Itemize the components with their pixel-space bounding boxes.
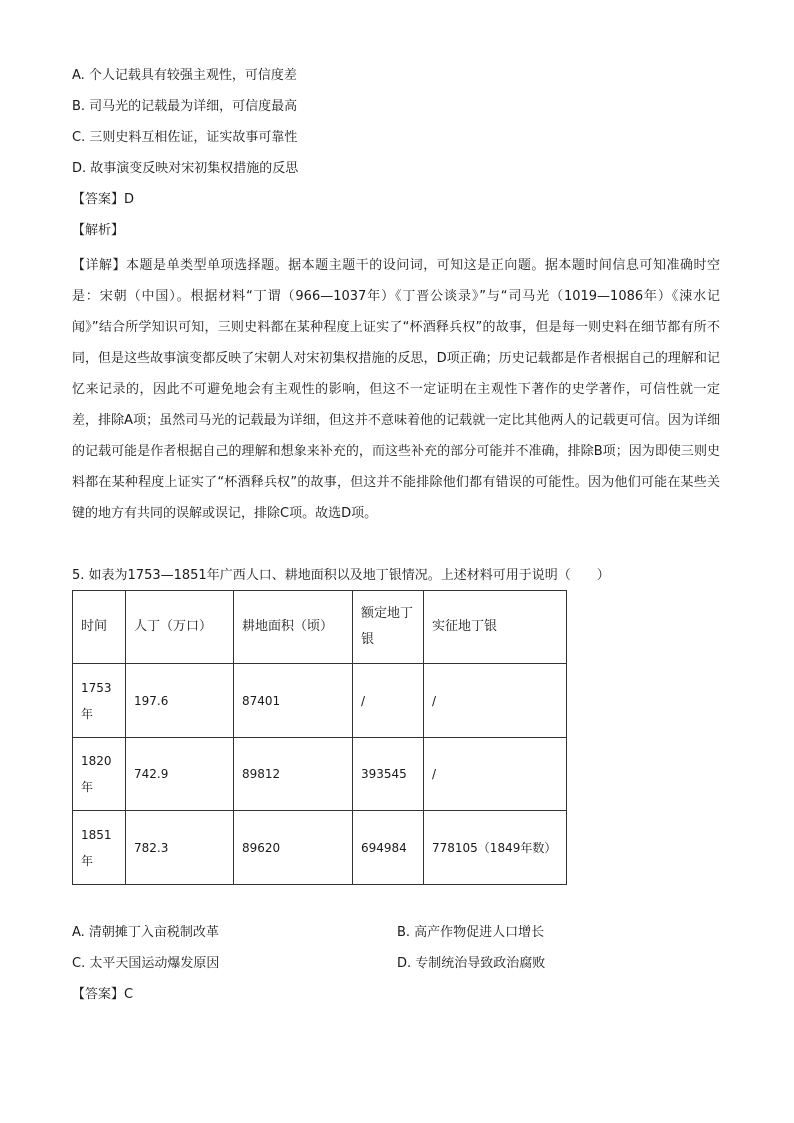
table-cell: / (424, 738, 567, 811)
table-row (73, 738, 567, 811)
q5-answer: 【答案】C (72, 987, 134, 1002)
q4-answer: 【答案】D (72, 192, 135, 207)
table-cell: 87401 (234, 664, 353, 738)
table-header-cell: 实征地丁银 (424, 591, 567, 664)
q5-option-b: B. 高产作物促进人口增长 (397, 925, 545, 940)
table-cell: 89620 (234, 811, 353, 885)
table-cell: 1820年 (73, 738, 126, 811)
q5-option-c: C. 太平天国运动爆发原因 (72, 956, 220, 971)
table-cell: 89812 (234, 738, 353, 811)
table-cell: 1753年 (73, 664, 126, 738)
table-row (73, 664, 567, 738)
table-header-cell: 耕地面积（顷） (234, 591, 353, 664)
table-cell: 197.6 (126, 664, 234, 738)
q4-option-d: D. 故事演变反映对宋初集权措施的反思 (72, 161, 299, 176)
table-cell: 778105（1849年数） (424, 811, 567, 885)
q4-explanation: 【详解】本题是单类型单项选择题。据本题主题干的设问词，可知这是正向题。据本题时间信息可知准确时空是：宋朝（中国）。根据材料“丁谓（966—1037年）《丁晋公谈录》”与“司马光（1019—1086年）《涑水记闻》”结合所学知识可知，三则史料都在某种程度上证实了“杯酒释兵权”的故事，但是每一则史料在细节都有所不同，但是这些故事演变都反映了宋朝人对宋初集权措施的反思，D项正确；历史记载都是作者根据自己的理解和记忆来记录的，因此不可避免地会有主观性的影响，但这不一定证明在主观性下著作的史学著作，可信性就一定差，排除A项；虽然司马光的记载最为详细，但这并不意味着他的记载就一定比其他两人的记载更可信。因为详细的记载可能是作者根据自己的理解和想象来补充的，而这些补充的部分可能并不准确，排除B项；因为即使三则史料都在某种程度上证实了“杯酒释兵权”的故事，但这并不能排除他们都有错误的可能性。因为他们可能在某些关键的地方有共同的误解或误记，排除C项。故选D项。 (72, 258, 720, 521)
table-header-row (73, 591, 567, 664)
table-cell: / (424, 664, 567, 738)
q4-option-a: A. 个人记载具有较强主观性，可信度差 (72, 68, 297, 83)
table-header-cell: 额定地丁银 (353, 591, 424, 664)
table-cell: 393545 (353, 738, 424, 811)
q4-analysis-label: 【解析】 (72, 223, 125, 238)
table-cell: / (353, 664, 424, 738)
q5-option-d: D. 专制统治导致政治腐败 (397, 956, 546, 971)
table-cell: 1851年 (73, 811, 126, 885)
q4-option-c: C. 三则史料互相佐证，证实故事可靠性 (72, 130, 298, 145)
table-cell: 694984 (353, 811, 424, 885)
table-header-cell: 时间 (73, 591, 126, 664)
q5-stem: 5. 如表为1753—1851年广西人口、耕地面积以及地丁银情况。上述材料可用于说明（ ） (72, 568, 610, 583)
data-table (72, 590, 567, 885)
table-cell: 742.9 (126, 738, 234, 811)
q4-option-b: B. 司马光的记载最为详细，可信度最高 (72, 99, 298, 114)
table-cell: 782.3 (126, 811, 234, 885)
table-row (73, 811, 567, 885)
q5-option-a: A. 清朝摊丁入亩税制改革 (72, 925, 219, 940)
table-header-cell: 人丁（万口） (126, 591, 234, 664)
